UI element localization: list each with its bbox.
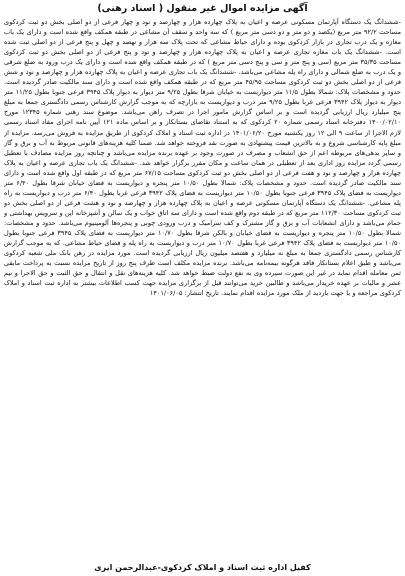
notice-title: آگهی مزایده اموال غیر منقول ( اسناد رهنی) xyxy=(97,3,308,14)
notice-body: -ششدانگ یک دستگاه آپارتمان مسکونی عرصه و اعیان به پلاک چهارده هزار و چهارصد و نود و چهار فرعی از دو اصلی بخش دو ثبت کردکوی مساحت ۹۲/۲ متر مربع (یکصد و دو متر و دو دسی متر مربع ) که سه واحد و سقف آن مشاعی در طبقه همکف واقع شده است و دارای یک باب مغازه و یک درب تجاری در بازار کردکوی بوده و دارای حیاط مشاعی که تحت پلاک سه هزار و نهصد و چهل و پنج فرعی از دو اصلی ثبت شده است. -ششدانگ یک باب مغازه تجاری عرصه و اعیان به پلاک چهارده هزار و چهارصد و نود و پنج فرعی از دو اصلی بخش دو ثبت کردکوی مساحت ۳۵/۳۵ متر مربع (سی و پنج متر و سی و پنج دسی متر مربع ) که در طبقه همکف واقع شده است و دارای یک درب ورود به ضلع شرقی و یک درب به ضلع شمالی و دارای راه پله مشاعی می‌باشد. -ششدانگ یک باب تجاری عرصه و اعیان به پلاک چهارده هزار و چهارصد و نود و شش فرعی از دو اصلی بخش دو ثبت کردکوی مساحت ۴۵/۹۵ متر مربع که در طبقه همکف واقع شده است و دارای سند مالکیت صادر گردیده است. حدود و مشخصات پلاک: شمالا بطول ۱۱/۵ متر دیواریست به خیابان شرقا بطول ۹/۲۵ متر دیوار به دیوار پلاک ۳۹۴۵ فرعی جنوبا بطول ۱۱/۲۵ متر دیوار به دیوار پلاک ۳۹۴۲ فرعی غربا بطول ۹/۲۵ متر درب و دیواریست به بازارچه که به موجب گزارش کارشناس رسمی دادگستری جمعا به مبلغ پنج میلیارد ریال ارزیابی گردیده است و بر اساس گزارش مامور اجرا در تصرف راهن می‌باشد. موضوع سند رهنی شماره ۱۲۳۴۵ مورخ ۱۴۰۰/۰۲/۱۰ دفترخانه اسناد رسمی شماره ۲۰ کردکوی که به استناد تقاضای بستانکار و بر اساس ماده ۱۲۱ آیین نامه اجرای مفاد اسناد رسمی لازم الاجرا از ساعت ۹ الی ۱۲ روز یکشنبه مورخ ۱۴۰۱/۰۶/۲۰ در اداره ثبت اسناد و املاک کردکوی از طریق مزایده به فروش می‌رسد. مزایده از مبلغ پایه کارشناسی شروع و به بالاترین قیمت پیشنهادی به صورت نقد فروخته خواهد شد. ضمنا کلیه هزینه‌های قانونی مربوط به آب و برق و گاز و سایر بدهی‌های مربوطه اعم از حق انشعاب و مصرف در صورت وجود بر عهده برنده مزایده می‌باشد و چنانچه روز مزایده مصادف با تعطیل رسمی گردد مزایده روز اداری بعد از تعطیلی در همان ساعت و مکان مقرر برگزار خواهد شد. -ششدانگ یک باب تجاری عرصه و اعیان به پلاک چهارده هزار و چهارصد و نود و هفت فرعی از دو اصلی بخش دو ثبت کردکوی مساحت ۶۷/۱۵ متر مربع که در طبقه اول واقع شده است و دارای سند مالکیت صادر گردیده است. حدود و مشخصات پلاک: شمالا بطول ۱۰/۵۰ متر پنجره و دیواریست به فضای خیابان شرقا بطول ۶/۴۰ متر دیواریست به فضای پلاک ۳۹۴۵ فرعی جنوبا بطول ۱۰/۵۰ متر دیواریست به فضای پلاک ۳۹۴۲ فرعی غربا بطول ۶/۴۰ متر درب و دیواریست به راه پله مشاعی. -ششدانگ یک دستگاه آپارتمان مسکونی عرصه و اعیان به پلاک چهارده هزار و چهارصد و نود و هشت فرعی از دو اصلی بخش دو ثبت کردکوی مساحت ۱۱۲/۳۰ متر مربع که در طبقه دوم واقع شده است و دارای سه اتاق خواب و یک سالن و آشپزخانه اپن و سرویس بهداشتی و حمام می‌باشد و دارای انشعابات آب و برق و گاز مشترک و کف سرامیک و درب ورودی چوبی و پنجره‌ها آلومینیوم می‌باشد. حدود و مشخصات: شمالا بطول ۱۰/۵۰ متر پنجره و دیواریست به فضای خیابان و بالکن شرقا بطول ۱۰/۷۰ متر دیواریست به فضای پلاک ۳۹۴۵ فرعی جنوبا بطول ۱۰/۵۰ متر دیواریست به فضای پلاک ۳۹۴۲ فرعی غربا بطول ۱۰/۷۰ متر درب و دیواریست به راه پله و فضای حیاط مشاعی. که به موجب گزارش کارشناس رسمی دادگستری جمعا به مبلغ نه میلیارد و هفتصد میلیون ریال ارزیابی گردیده است. مورد مزایده در رهن بانک ملی شعبه کردکوی می‌باشد و طبق اعلام بستانکار فاقد هرگونه بیمه‌نامه می‌باشد. برنده مزایده مکلف است ظرف پنج روز از تاریخ مزایده نسبت به پرداخت مابقی ثمن معامله اقدام نماید در غیر این صورت سپرده وی به نفع دولت ضبط خواهد شد. کلیه هزینه‌های نقل و انتقال و حق الثبت و حق الاجرا و نیم عشر و مالیات بر عهده خریدار می‌باشد و طالبین خرید می‌توانند قبل از برگزاری مزایده جهت کسب اطلاعات بیشتر به اداره ثبت اسناد و املاک کردکوی مراجعه و یا جهت بازدید از ملک مورد مزایده اقدام نمایند. تاریخ انتشار: ۱۴۰۱/۰۶/۰۵ xyxy=(4,18,401,298)
notice-signature: کفیل اداره ثبت اسناد و املاک کردکوی-عبدالرحمن ایری xyxy=(94,563,311,572)
